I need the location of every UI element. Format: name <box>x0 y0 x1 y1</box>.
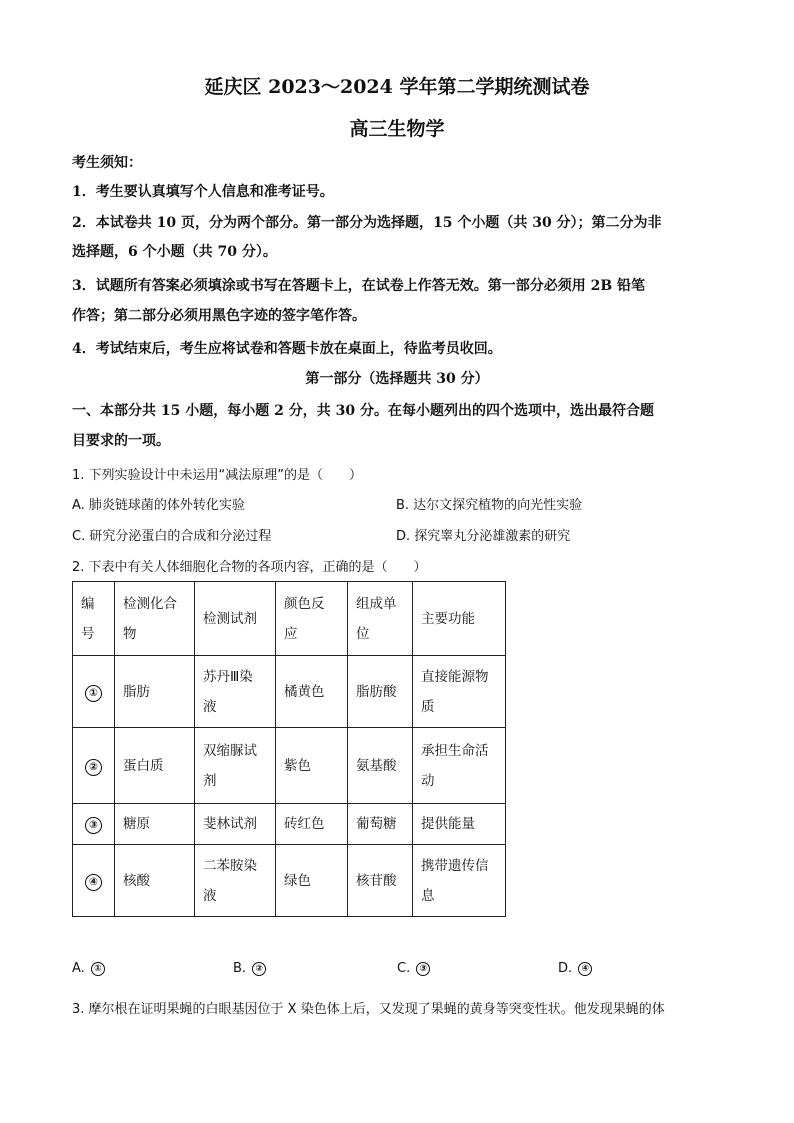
table-row <box>73 845 506 917</box>
row-number: ① <box>73 656 115 728</box>
table-header-cell: 主要功能 <box>413 582 506 656</box>
section-instruction-cont: 目要求的一项。 <box>72 433 170 449</box>
table-cell: 脂肪酸 <box>348 656 413 728</box>
table-cell: 双缩脲试 剂 <box>195 728 276 804</box>
q2-option-c: C. ③ <box>397 961 430 976</box>
notice-item: 4．考试结束后，考生应将试卷和答题卡放在桌面上，待监考员收回。 <box>72 341 502 357</box>
notice-item: 2．本试卷共 10 页，分为两个部分。第一部分为选择题，15 个小题（共 30 分）；第二分为非 <box>72 215 662 231</box>
table-cell: 斐林试剂 <box>195 804 276 845</box>
table-cell: 紫色 <box>276 728 348 804</box>
table-cell: 核酸 <box>115 845 195 917</box>
exam-title: 延庆区 2023～2024 学年第二学期统测试卷 <box>204 76 590 98</box>
table-cell: 二苯胺染 液 <box>195 845 276 917</box>
notice-item-cont: 选择题，6 个小题（共 70 分）。 <box>72 244 277 260</box>
table-cell: 橘黄色 <box>276 656 348 728</box>
table-row <box>73 804 506 845</box>
table-cell: 苏丹Ⅲ染 液 <box>195 656 276 728</box>
notice-item-cont: 作答；第二部分必须用黑色字迹的签字笔作答。 <box>72 308 366 324</box>
table-cell: 葡萄糖 <box>348 804 413 845</box>
notice-item: 3．试题所有答案必须填涂或书写在答题卡上，在试卷上作答无效。第一部分必须用 2B 铅笔 <box>72 278 646 294</box>
q1-option-c: C. 研究分泌蛋白的合成和分泌过程 <box>72 529 272 544</box>
row-number: ② <box>73 728 115 804</box>
q1-option-d: D. 探究睾丸分泌雄激素的研究 <box>396 529 571 544</box>
q1-option-a: A. 肺炎链球菌的体外转化实验 <box>72 498 245 513</box>
table-header-cell: 编 号 <box>73 582 115 656</box>
q1-stem: 1. 下列实验设计中未运用“减法原理”的是（ ） <box>72 468 363 483</box>
section-instruction: 一、本部分共 15 小题，每小题 2 分，共 30 分。在每小题列出的四个选项中，选出最符合题 <box>72 403 654 419</box>
notice-heading: 考生须知： <box>72 155 142 171</box>
table-row <box>73 656 506 728</box>
row-number: ④ <box>73 845 115 917</box>
q3-stem: 3. 摩尔根在证明果蝇的白眼基因位于 X 染色体上后，又发现了果蝇的黄身等突变性状。他发现果蝇的体 <box>72 1002 665 1017</box>
table-cell: 砖红色 <box>276 804 348 845</box>
q2-stem: 2. 下表中有关人体细胞化合物的各项内容，正确的是（ ） <box>72 560 427 575</box>
row-number: ③ <box>73 804 115 845</box>
table-header-cell: 检测试剂 <box>195 582 276 656</box>
table-header-cell: 检测化合 物 <box>115 582 195 656</box>
q2-option-b: B. ② <box>233 961 266 976</box>
table-cell: 提供能量 <box>413 804 506 845</box>
table-cell: 绿色 <box>276 845 348 917</box>
notice-item: 1．考生要认真填写个人信息和准考证号。 <box>72 184 334 200</box>
table-row <box>73 728 506 804</box>
table-cell: 脂肪 <box>115 656 195 728</box>
q2-option-a: A. ① <box>72 961 105 976</box>
table-header-cell: 组成单 位 <box>348 582 413 656</box>
part1-heading: 第一部分（选择题共 30 分） <box>305 371 489 387</box>
q2-table <box>72 581 506 917</box>
q2-option-d: D. ④ <box>558 961 592 976</box>
table-cell: 携带遗传信 息 <box>413 845 506 917</box>
table-cell: 蛋白质 <box>115 728 195 804</box>
table-header-cell: 颜色反 应 <box>276 582 348 656</box>
table-cell: 承担生命活 动 <box>413 728 506 804</box>
q1-option-b: B. 达尔文探究植物的向光性实验 <box>396 498 583 513</box>
table-cell: 氨基酸 <box>348 728 413 804</box>
table-cell: 核苷酸 <box>348 845 413 917</box>
table-cell: 直接能源物 质 <box>413 656 506 728</box>
exam-subject: 高三生物学 <box>349 118 445 140</box>
table-header-row <box>73 582 506 656</box>
table-cell: 糖原 <box>115 804 195 845</box>
